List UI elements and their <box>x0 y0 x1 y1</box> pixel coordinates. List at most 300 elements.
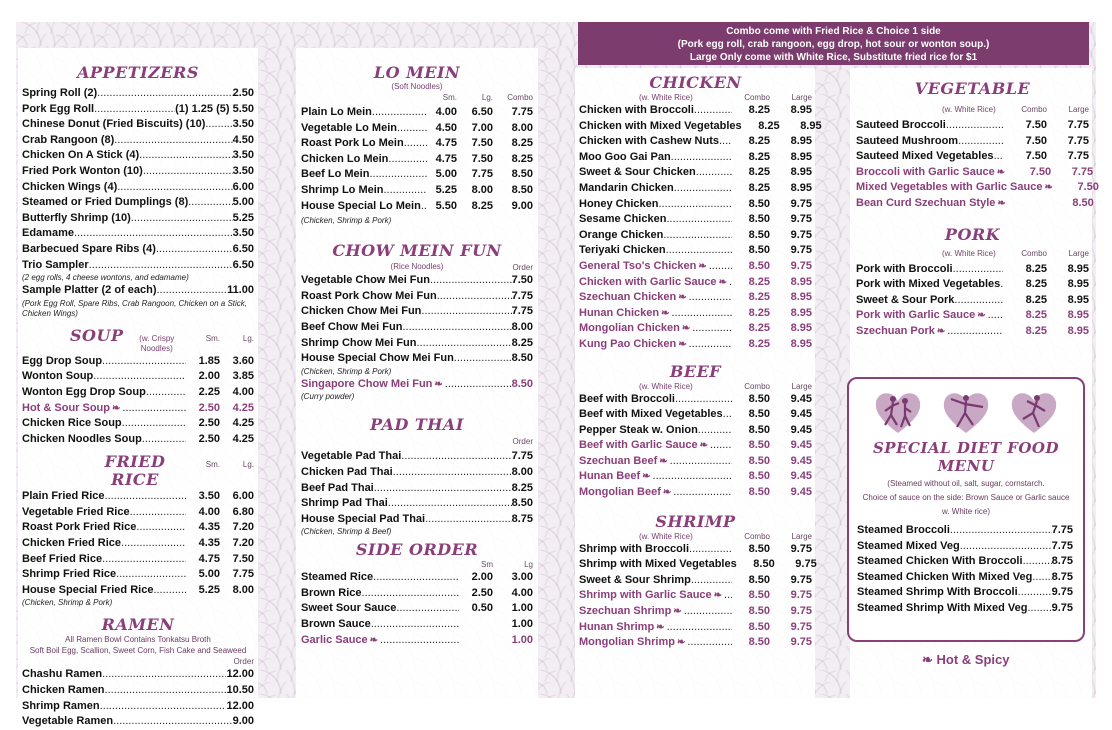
item-price-large: 9.75 <box>770 620 812 636</box>
combo-line-3: Large Only come with White Rice, Substitute fried rice for $1 <box>578 51 1089 64</box>
item-price-large: 7.75 <box>1047 134 1089 150</box>
pad-thai-col-order: Order <box>513 436 533 447</box>
item-price-combo: 7.50 <box>1003 118 1047 134</box>
dot-leader <box>402 320 511 336</box>
menu-item <box>856 149 1089 165</box>
item-name: Trio Sampler <box>22 258 89 274</box>
platter-note: (Pork Egg Roll, Spare Ribs, Crab Rangoon, Chicken on a Stick, Chicken Wings) <box>22 299 254 319</box>
item-price-combo: 8.50 <box>732 259 770 275</box>
item-price-price: 3.50 <box>233 164 254 180</box>
item-price-combo: 8.50 <box>732 573 770 589</box>
item-price-large: 9.75 <box>770 635 812 651</box>
item-name: Fried Pork Wonton (10) <box>22 164 143 180</box>
dot-leader <box>362 586 459 602</box>
item-price-lg: 6.50 <box>457 105 493 121</box>
item-name: Mongolian Chicken <box>579 321 680 337</box>
item-price-combo: 7.50 <box>1055 180 1099 196</box>
menu-item <box>22 401 254 417</box>
item-price-price: 8.25 <box>512 481 533 497</box>
menu-item <box>579 542 812 558</box>
fried-rice-col-sm: Sm. <box>186 459 220 470</box>
right-column-b <box>856 80 1089 340</box>
menu-item <box>857 601 1073 617</box>
dot-leader <box>384 183 428 199</box>
menu-item <box>301 465 533 481</box>
item-price-lg: 6.80 <box>220 505 254 521</box>
item-price-combo: 8.25 <box>1003 308 1047 324</box>
item-name: Shrimp Ramen <box>22 699 100 715</box>
dot-leader <box>670 454 732 470</box>
menu-item <box>22 226 254 242</box>
menu-item <box>579 259 812 275</box>
dot-leader <box>1018 585 1052 601</box>
item-name: Steamed Chicken With Broccoli <box>857 554 1023 570</box>
dot-leader <box>105 489 186 505</box>
dot-leader <box>404 136 427 152</box>
menu-item <box>22 520 254 536</box>
ramen-list <box>22 667 254 729</box>
item-name: Beef with Garlic Sauce <box>579 438 698 454</box>
menu-item <box>579 150 812 166</box>
dot-leader <box>689 337 732 353</box>
item-name: Crab Rangoon (8) <box>22 133 114 149</box>
combo-line-1: Combo come with Fried Rice & Choice 1 side <box>578 25 1089 38</box>
menu-item <box>856 196 1089 212</box>
dot-leader <box>421 304 511 320</box>
item-name: Vegetable Chow Mei Fun <box>301 273 430 289</box>
item-name: Steamed Rice <box>301 570 373 586</box>
menu-item <box>301 449 533 465</box>
pad-thai-note: (Chicken, Shrimp & Beef) <box>301 527 533 537</box>
item-name: Sesame Chicken <box>579 212 666 228</box>
item-price-large: 8.95 <box>770 134 812 150</box>
pork-sub: (w. White Rice) <box>856 249 996 259</box>
dot-leader <box>114 133 232 149</box>
item-name: Chicken with Garlic Sauce <box>579 275 717 291</box>
legend <box>922 652 1010 668</box>
item-name: Pepper Steak w. Onion <box>579 423 698 439</box>
item-price-price: 6.50 <box>233 242 254 258</box>
item-price-large <box>1099 180 1112 196</box>
pork-title: PORK <box>856 226 1089 244</box>
menu-item: Sample Platter (2 of each) ..... 11.00 <box>22 283 254 299</box>
item-price-sm: 4.00 <box>427 105 457 121</box>
item-name: Chicken Pad Thai <box>301 465 393 481</box>
side-col-sm: Sm <box>459 559 493 570</box>
dot-leader <box>671 306 732 322</box>
lo-mein-col-sm: Sm. <box>427 92 457 103</box>
center-column <box>301 64 533 648</box>
chili-pepper-icon: ❧ <box>656 620 664 636</box>
item-price-combo: 8.25 <box>732 134 770 150</box>
menu-item <box>22 211 254 227</box>
item-name: Kung Pao Chicken <box>579 337 676 353</box>
item-price-sm: 4.50 <box>427 121 457 137</box>
vegetable-list <box>856 118 1089 212</box>
item-price-combo: 8.50 <box>732 635 770 651</box>
item-price-combo: 8.25 <box>732 337 770 353</box>
item-name: Vegetable Fried Rice <box>22 505 130 521</box>
item-price-price: 8.75 <box>1052 554 1073 570</box>
item-name: Szechuan Chicken <box>579 290 676 306</box>
menu-item <box>579 485 812 501</box>
menu-item <box>301 273 533 289</box>
item-price-large: 9.45 <box>770 423 812 439</box>
item-price-price: 8.00 <box>512 465 533 481</box>
item-name: Brown Sauce <box>301 617 371 633</box>
vegetable-col-large: Large <box>1047 104 1089 115</box>
special-diet-title: SPECIAL DIET FOOD MENU <box>849 439 1083 475</box>
shrimp-sub: (w. White Rice) <box>579 532 693 542</box>
singapore-note: (Curry powder) <box>301 392 533 402</box>
item-price-lg: 4.25 <box>220 416 254 432</box>
item-name: Pork with Mixed Vegetables <box>856 277 1000 293</box>
dot-leader <box>696 165 732 181</box>
dot-leader <box>102 354 186 370</box>
menu-item <box>301 617 533 633</box>
item-price-large: 8.95 <box>770 321 812 337</box>
item-name: House Special Lo Mein <box>301 199 421 215</box>
item-price-lg: 6.00 <box>220 489 254 505</box>
dot-leader <box>102 667 226 683</box>
item-price-large: 8.95 <box>770 103 812 119</box>
menu-item <box>579 469 812 485</box>
lo-mein-col-combo: Combo <box>493 92 533 103</box>
menu-item <box>22 699 254 715</box>
item-name: Steamed Broccoli <box>857 523 950 539</box>
menu-item <box>579 212 812 228</box>
fitness-figure-icon <box>939 389 993 435</box>
menu-item <box>22 714 254 730</box>
pork-list <box>856 262 1089 340</box>
item-name: Vegetable Lo Mein <box>301 121 397 137</box>
item-name: Orange Chicken <box>579 228 663 244</box>
fitness-figure-icon <box>1007 389 1061 435</box>
menu-item <box>22 242 254 258</box>
menu-item <box>856 165 1089 181</box>
left-column <box>22 64 254 730</box>
dot-leader <box>121 536 186 552</box>
item-price-combo: 8.50 <box>732 469 770 485</box>
item-name: Sweet Sour Sauce <box>301 601 396 617</box>
dot-leader <box>667 620 732 636</box>
item-price-large: 8.95 <box>1047 324 1089 340</box>
item-price-combo: 7.50 <box>1003 134 1047 150</box>
menu-item <box>579 181 812 197</box>
item-price-combo: 7.50 <box>1003 149 1047 165</box>
soup-sub: (w. Crispy Noodles) <box>127 334 186 354</box>
lo-mein-title: LO MEIN <box>301 64 533 82</box>
item-name: Hunan Chicken <box>579 306 659 322</box>
menu-item <box>301 570 533 586</box>
dot-leader <box>393 465 512 481</box>
beef-title: BEEF <box>579 363 812 381</box>
menu-item <box>301 481 533 497</box>
item-price-price: 6.00 <box>233 180 254 196</box>
chili-pepper-icon: ❧ <box>937 324 945 340</box>
item-price-sm: 5.00 <box>186 567 220 583</box>
menu-item <box>579 306 812 322</box>
dot-leader <box>156 242 233 258</box>
chow-mein-fun-list <box>301 273 533 367</box>
side-order-title: SIDE ORDER <box>301 541 533 559</box>
pork-col-combo: Combo <box>1003 248 1047 259</box>
item-name: Roast Pork Fried Rice <box>22 520 136 536</box>
soup-col-sm: Sm. <box>186 333 220 344</box>
item-price-lg: 1.00 <box>493 601 533 617</box>
menu-item <box>856 118 1089 134</box>
menu-item <box>856 293 1089 309</box>
menu-item <box>579 134 812 150</box>
menu-item <box>301 105 533 121</box>
item-price-combo: 8.25 <box>1003 324 1047 340</box>
chili-pepper-icon: ❧ <box>682 321 690 337</box>
menu-item <box>857 585 1073 601</box>
item-price-large: 8.95 <box>770 306 812 322</box>
item-price-combo: 8.50 <box>493 167 533 183</box>
chili-pepper-icon: ❧ <box>370 633 378 649</box>
item-name: Beef with Mixed Vegetables <box>579 407 723 423</box>
menu-item <box>579 197 812 213</box>
item-price-price: 12.00 <box>226 699 254 715</box>
dot-leader <box>723 407 732 423</box>
item-price-combo: 8.25 <box>742 119 780 135</box>
menu-item <box>22 148 254 164</box>
item-price-sm: 4.75 <box>186 552 220 568</box>
menu-item <box>301 289 533 305</box>
special-diet-box <box>847 377 1085 642</box>
item-price-large: 8.50 <box>1052 196 1094 212</box>
dot-leader <box>131 211 233 227</box>
menu-item <box>22 133 254 149</box>
item-price-lg: 4.25 <box>220 401 254 417</box>
dot-leader <box>674 181 732 197</box>
item-name: Sauteed Mushroom <box>856 134 958 150</box>
menu-item <box>22 567 254 583</box>
menu-item <box>579 228 812 244</box>
item-price-combo: 8.25 <box>732 321 770 337</box>
item-price-combo: 8.25 <box>493 136 533 152</box>
dot-leader <box>74 226 233 242</box>
menu-item <box>22 102 254 118</box>
menu-item <box>579 103 812 119</box>
menu-item <box>301 512 533 528</box>
menu-item <box>301 633 533 649</box>
item-price-sm: 2.00 <box>186 369 220 385</box>
menu-item <box>22 369 254 385</box>
item-price-combo: 8.50 <box>732 438 770 454</box>
item-name: Shrimp Lo Mein <box>301 183 384 199</box>
pad-thai-title: PAD THAI <box>301 416 533 434</box>
item-price-price: 4.50 <box>233 133 254 149</box>
chicken-col-combo: Combo <box>732 92 770 103</box>
item-name: Pork with Garlic Sauce <box>856 308 975 324</box>
menu-item <box>856 324 1089 340</box>
dot-leader <box>698 423 732 439</box>
item-price-price: 8.50 <box>512 351 533 367</box>
item-name: Wonton Egg Drop Soup <box>22 385 146 401</box>
item-price-large: 9.75 <box>770 259 812 275</box>
menu-item <box>22 164 254 180</box>
item-price-large: 9.45 <box>770 438 812 454</box>
item-price-sm: 0.50 <box>459 601 493 617</box>
item-name: Beef Chow Mei Fun <box>301 320 402 336</box>
item-name: Beef Lo Mein <box>301 167 369 183</box>
combo-line-2: (Pork egg roll, crab rangoon, egg drop, hot sour or wonton soup.) <box>578 38 1089 51</box>
item-name: Mixed Vegetables with Garlic Sauce <box>856 180 1042 196</box>
item-name: Szechuan Pork <box>856 324 935 340</box>
menu-item <box>579 119 812 135</box>
beef-col-combo: Combo <box>732 381 770 392</box>
shrimp-list <box>579 542 812 651</box>
dot-leader <box>1032 570 1051 586</box>
item-name: Roast Pork Lo Mein <box>301 136 404 152</box>
item-price-combo: 8.50 <box>732 423 770 439</box>
dot-leader <box>417 336 512 352</box>
dot-leader <box>122 416 186 432</box>
ramen-desc-1: All Ramen Bowl Contains Tonkatsu Broth <box>22 634 254 645</box>
item-price-large: 9.45 <box>770 485 812 501</box>
trio-note: (2 egg rolls, 4 cheese wontons, and edamame) <box>22 273 254 283</box>
chili-pepper-icon: ❧ <box>1044 180 1052 196</box>
chow-mein-fun-sub: (Rice Noodles) <box>301 262 533 272</box>
item-name: Szechuan Shrimp <box>579 604 671 620</box>
dot-leader <box>136 520 186 536</box>
item-price-sm: 4.75 <box>427 136 457 152</box>
appetizers-list <box>22 86 254 273</box>
item-price-large: 9.75 <box>770 588 812 604</box>
item-price-large: 8.95 <box>770 337 812 353</box>
dot-leader <box>117 180 232 196</box>
item-name: Vegetable Ramen <box>22 714 113 730</box>
menu-item: Singapore Chow Mei Fun ❧ ..... 8.50 <box>301 377 533 393</box>
item-name: Pork Egg Roll <box>22 102 94 118</box>
menu-item <box>579 604 812 620</box>
dot-leader <box>146 385 186 401</box>
chili-pepper-icon: ❧ <box>434 377 442 393</box>
item-name: Chicken with Broccoli <box>579 103 694 119</box>
item-price-sm: 2.50 <box>186 432 220 448</box>
item-name: Steamed Shrimp With Mixed Veg <box>857 601 1027 617</box>
diet-note-2: Choice of sauce on the side: Brown Sauce or Garlic sauce <box>849 492 1083 503</box>
item-name: House Special Fried Rice <box>22 583 153 599</box>
item-name: Broccoli with Garlic Sauce <box>856 165 995 181</box>
item-price-combo: 8.50 <box>732 197 770 213</box>
item-price-combo: 8.50 <box>732 228 770 244</box>
item-price-combo: 8.25 <box>1003 277 1047 293</box>
menu-item <box>857 539 1073 555</box>
dot-leader <box>93 369 186 385</box>
diet-note-3: w. White rice) <box>849 506 1083 517</box>
chili-pepper-icon: ❧ <box>922 652 933 667</box>
dot-leader <box>689 542 732 558</box>
menu-item <box>579 243 812 259</box>
chili-pepper-icon: ❧ <box>700 438 708 454</box>
dot-leader <box>653 469 732 485</box>
item-name: Garlic Sauce <box>301 633 368 649</box>
item-price-sm: 2.50 <box>459 586 493 602</box>
menu-item <box>579 165 812 181</box>
item-name: Shrimp with Garlic Sauce <box>579 588 712 604</box>
item-price-combo: 8.25 <box>732 103 770 119</box>
ramen-title: RAMEN <box>22 616 254 634</box>
ramen-col-order: Order <box>234 656 254 667</box>
menu-item <box>22 385 254 401</box>
dot-leader <box>139 148 232 164</box>
item-price-price: 3.50 <box>233 226 254 242</box>
menu-item <box>579 407 812 423</box>
chili-pepper-icon: ❧ <box>719 275 727 291</box>
shrimp-col-combo: Combo <box>732 531 770 542</box>
menu-item <box>856 180 1089 196</box>
item-price-combo: 8.25 <box>1003 262 1047 278</box>
soup-title: SOUP <box>70 327 123 345</box>
menu-item <box>301 183 533 199</box>
diet-note-1: (Steamed without oil, salt, sugar, cornstarch. <box>849 478 1083 489</box>
dot-leader <box>113 714 232 730</box>
item-price-large: 9.75 <box>770 197 812 213</box>
item-price-price: 3.50 <box>233 148 254 164</box>
menu-item <box>857 570 1073 586</box>
item-price-sm: 4.00 <box>186 505 220 521</box>
item-price-combo: 8.50 <box>732 620 770 636</box>
item-name: Beef Pad Thai <box>301 481 374 497</box>
item-price-lg: 4.25 <box>220 432 254 448</box>
dot-leader <box>122 401 186 417</box>
chili-pepper-icon: ❧ <box>678 290 686 306</box>
dot-leader <box>954 293 1003 309</box>
fitness-figure-icon <box>871 389 925 435</box>
menu-item <box>579 438 812 454</box>
dot-leader <box>958 134 1003 150</box>
menu-item <box>579 392 812 408</box>
dot-leader <box>673 485 732 501</box>
item-name: Shrimp Pad Thai <box>301 496 388 512</box>
item-price-large: 7.75 <box>1047 149 1089 165</box>
item-name: Shrimp with Mixed Vegetables <box>579 557 737 573</box>
dot-leader <box>401 449 511 465</box>
item-name: Szechuan Beef <box>579 454 657 470</box>
vegetable-col-combo: Combo <box>1003 104 1047 115</box>
dot-leader <box>658 197 732 213</box>
chili-pepper-icon: ❧ <box>112 401 120 417</box>
menu-item <box>301 136 533 152</box>
chili-pepper-icon: ❧ <box>997 165 1005 181</box>
item-name: Steamed Shrimp With Broccoli <box>857 585 1018 601</box>
dot-leader <box>94 102 175 118</box>
item-price-combo: 8.25 <box>732 165 770 181</box>
chili-pepper-icon: ❧ <box>663 485 671 501</box>
menu-item <box>856 262 1089 278</box>
item-name: Sweet & Sour Pork <box>856 293 954 309</box>
fried-rice-title: FRIED RICE <box>22 453 186 489</box>
item-price-combo: 8.50 <box>732 485 770 501</box>
item-name: Spring Roll (2) <box>22 86 97 102</box>
menu-item <box>22 552 254 568</box>
dot-leader <box>437 289 512 305</box>
right-column-a <box>579 74 812 651</box>
item-price-combo: 8.50 <box>732 454 770 470</box>
dot-leader <box>663 228 732 244</box>
dot-leader <box>988 308 1003 324</box>
item-name: Hot & Sour Soup <box>22 401 110 417</box>
item-name: Steamed Mixed Veg <box>857 539 960 555</box>
item-name: Chicken Rice Soup <box>22 416 122 432</box>
item-price-lg: 7.00 <box>457 121 493 137</box>
side-col-lg: Lg <box>493 559 533 570</box>
menu-item <box>301 496 533 512</box>
combo-banner <box>578 22 1089 65</box>
